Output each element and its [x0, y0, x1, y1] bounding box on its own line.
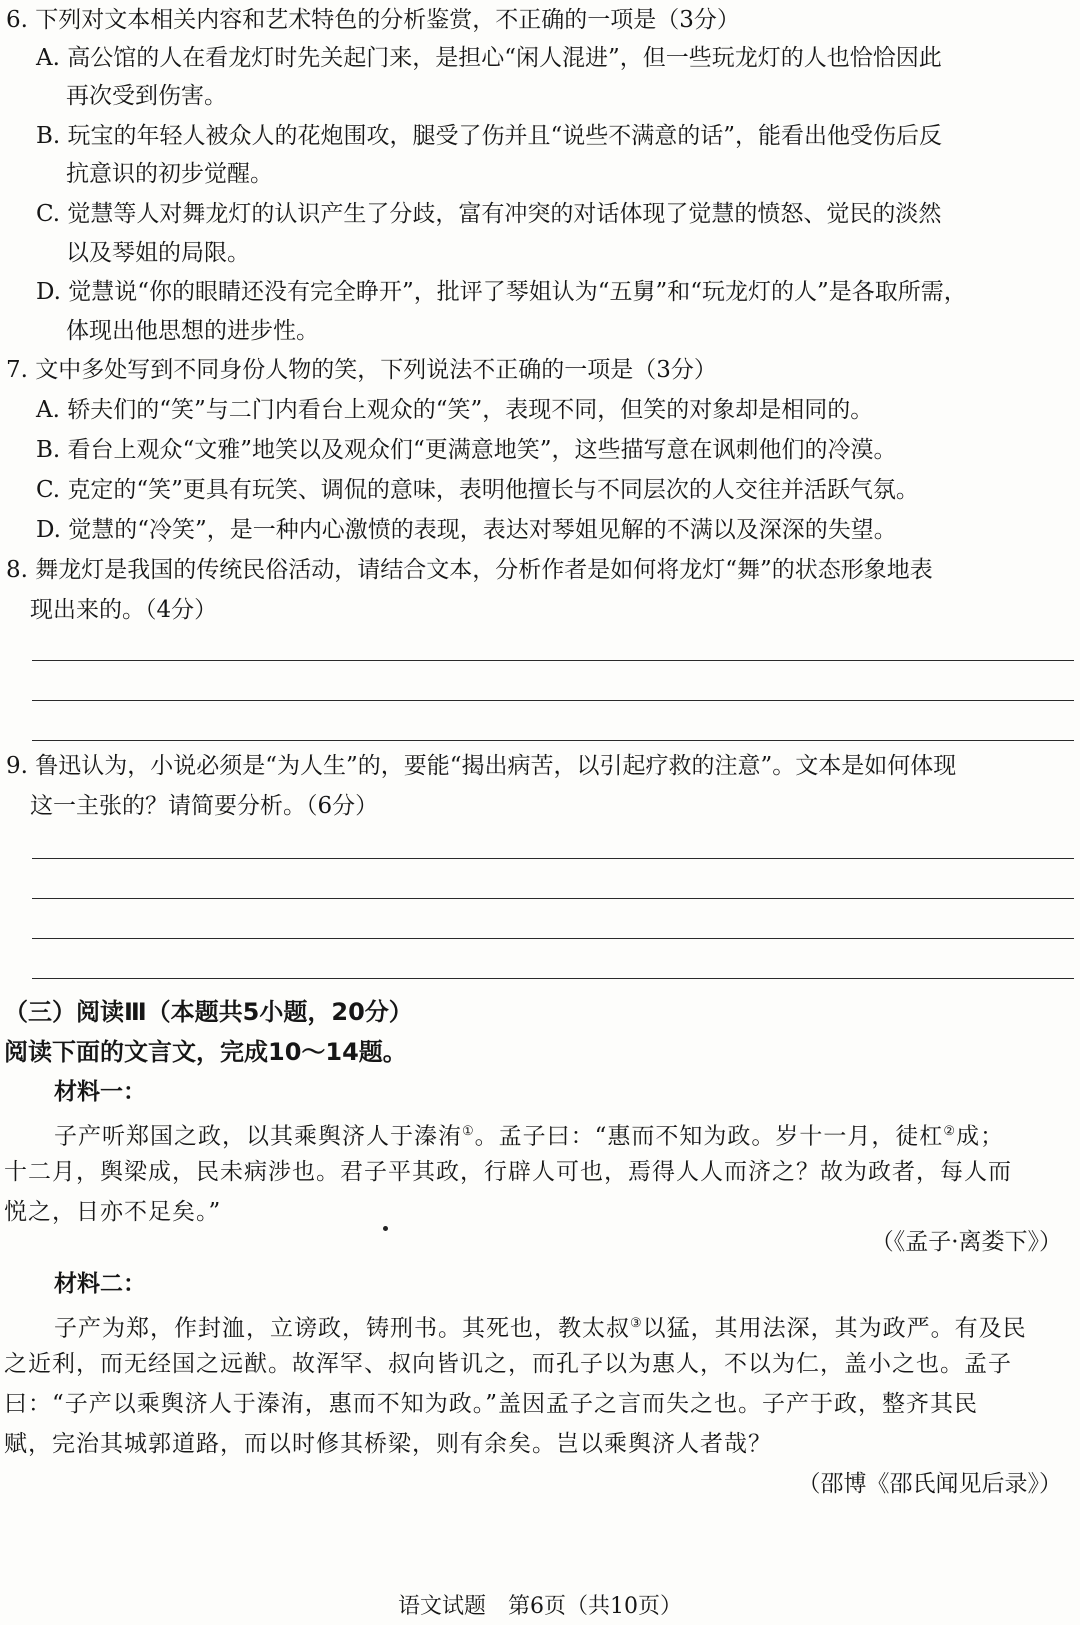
material2-source: （邵博《邵氏闻见后录》）	[797, 1471, 1062, 1497]
material2-line4: 赋，完治其城郭道路，而以时修其桥梁，则有余矣。岂以乘舆济人者哉？	[4, 1431, 772, 1457]
q8-stem-line2: 现出来的。（4分）	[30, 597, 218, 623]
q7-option-b: B. 看台上观众“文雅”地笑以及观众们“更满意地笑”，这些描写意在讽刺他们的冷漠。	[36, 437, 897, 463]
q7-option-d: D. 觉慧的“冷笑”，是一种内心激愤的表现，表达对琴姐见解的不满以及深深的失望。	[36, 517, 897, 543]
q6-option-c-line2: 以及琴姐的局限。	[66, 240, 250, 266]
q6-option-a-line2: 再次受到伤害。	[66, 83, 227, 109]
material1-label: 材料一：	[54, 1079, 146, 1105]
q9-answer-line-2[interactable]	[32, 898, 1074, 899]
q6-option-d-line2: 体现出他思想的进步性。	[66, 318, 319, 344]
q6-option-b-line1: B. 玩宝的年轻人被众人的花炮围攻，腿受了伤并且“说些不满意的话”，能看出他受伤后反	[36, 123, 943, 149]
material2-line2: 之近利，而无经国之远猷。故浑罕、叔向皆讥之，而孔子以为惠人，不以为仁，盖小之也。孟子	[4, 1351, 1012, 1377]
q9-answer-line-1[interactable]	[32, 858, 1074, 859]
footnote-marker-2: ②	[943, 1124, 957, 1139]
q8-answer-line-2[interactable]	[32, 700, 1074, 701]
q7-option-a: A. 轿夫们的“笑”与二门内看台上观众的“笑”，表现不同，但笑的对象却是相同的。	[36, 397, 874, 423]
material2-label: 材料二：	[54, 1271, 146, 1297]
page-footer: 语文试题 第6页（共10页）	[398, 1594, 682, 1619]
material1-line3: 悦之，日亦不足矣。”	[4, 1199, 222, 1225]
q9-stem-line1: 9. 鲁迅认为，小说必须是“为人生”的，要能“揭出病苦，以引起疗救的注意”。文本是如何体现	[6, 753, 957, 779]
q6-option-d-line1: D. 觉慧说“你的眼睛还没有完全睁开”，批评了琴姐认为“五舅”和“玩龙灯的人”是各取所需，	[36, 279, 967, 305]
q9-stem-line2: 这一主张的？请简要分析。（6分）	[30, 793, 379, 819]
q8-stem-line1: 8. 舞龙灯是我国的传统民俗活动，请结合文本，分析作者是如何将龙灯“舞”的状态形象地表	[6, 557, 933, 583]
emphasis-dot	[383, 1226, 388, 1231]
q7-stem: 7. 文中多处写到不同身份人物的笑，下列说法不正确的一项是（3分）	[6, 357, 717, 383]
section-title: （三）阅读Ⅲ（本题共5小题，20分）	[4, 998, 413, 1026]
footnote-marker-1: ①	[462, 1124, 475, 1139]
q9-answer-line-4[interactable]	[32, 978, 1074, 979]
q8-answer-line-1[interactable]	[32, 660, 1074, 661]
q6-stem: 6. 下列对文本相关内容和艺术特色的分析鉴赏，不正确的一项是（3分）	[6, 7, 740, 33]
q8-answer-line-3[interactable]	[32, 740, 1074, 741]
q7-option-c: C. 克定的“笑”更具有玩笑、调侃的意味，表明他擅长与不同层次的人交往并活跃气氛。	[36, 477, 919, 503]
q6-option-c-line1: C. 觉慧等人对舞龙灯的认识产生了分歧，富有冲突的对话体现了觉慧的愤怒、觉民的淡然	[36, 201, 942, 227]
material2-line1: 子产为郑，作封洫，立谤政，铸刑书。其死也，教太叔③以猛，其用法深，其为政严。有及民	[54, 1315, 1027, 1342]
section-instruction: 阅读下面的文言文，完成10～14题。	[4, 1038, 407, 1066]
q6-option-a-line1: A. 高公馆的人在看龙灯时先关起门来，是担心“闲人混进”，但一些玩龙灯的人也恰恰因此	[36, 45, 942, 71]
material2-line3: 曰：“子产以乘舆济人于溱洧，惠而不知为政。”盖因孟子之言而失之也。子产于政，整齐其民	[4, 1391, 979, 1417]
material1-line1: 子产听郑国之政，以其乘舆济人于溱洧①。孟子曰：“惠而不知为政。岁十一月，徒杠②成；	[54, 1123, 1005, 1150]
q6-option-b-line2: 抗意识的初步觉醒。	[66, 161, 273, 187]
material1-source: （《孟子·离娄下》）	[870, 1229, 1062, 1255]
footnote-marker-3: ③	[630, 1316, 643, 1331]
q9-answer-line-3[interactable]	[32, 938, 1074, 939]
material1-line2: 十二月，舆梁成，民未病涉也。君子平其政，行辟人可也，焉得人人而济之？故为政者，每人而	[4, 1159, 1012, 1185]
